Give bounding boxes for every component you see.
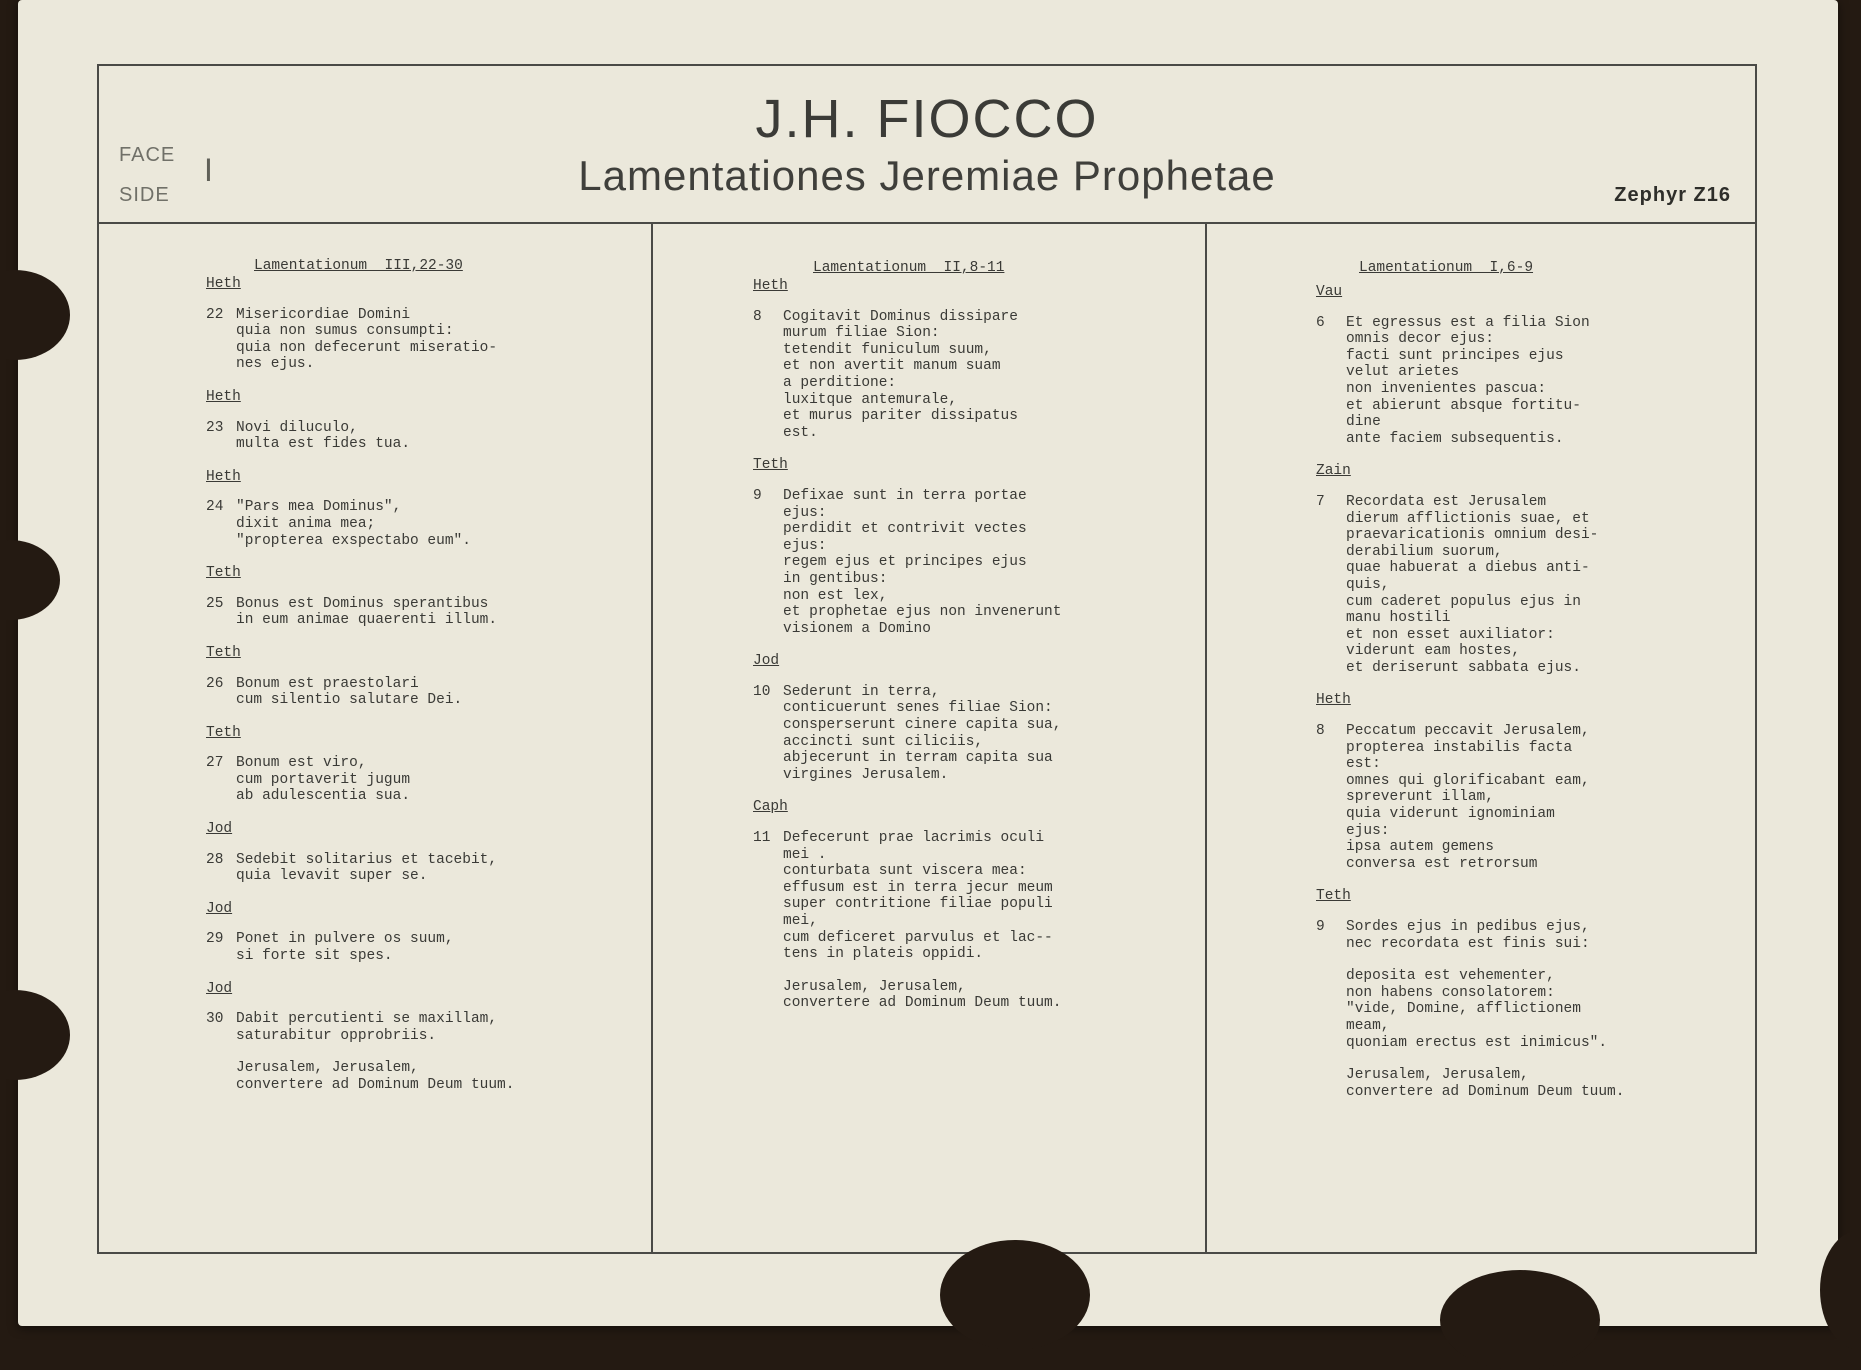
composer-title: J.H. FIOCCO	[755, 89, 1099, 149]
verse	[206, 307, 514, 373]
column-title: Lamentationum I,6-9	[1359, 260, 1534, 276]
section-heading: Jod	[206, 900, 233, 917]
verse	[206, 931, 514, 964]
verse-number: 28	[206, 851, 224, 868]
verse-number: 8	[753, 308, 762, 325]
verse	[1316, 1067, 1624, 1100]
verse-text: Bonum est praestolari cum silentio salutare Dei.	[236, 675, 463, 709]
verse-number: 26	[206, 675, 224, 692]
face-number: I	[204, 152, 213, 188]
verse	[206, 420, 514, 453]
section-heading: Teth	[1316, 888, 1351, 905]
section-heading: Teth	[206, 565, 241, 582]
verse-text: Sederunt in terra, conticuerunt senes filiae Sion: consperserunt cinere capita sua, accincti sunt ciliciis, abjecerunt in terram capita sua virgines Jerusalem.	[783, 683, 1062, 783]
section-heading: Teth	[206, 644, 241, 661]
verse	[1316, 919, 1624, 952]
verse-text: Defecerunt prae lacrimis oculi mei . conturbata sunt viscera mea: effusum est in terra jecur meum super contritione filiae populi mei, cum deficeret parvulus et lac-- tens in plateis oppidi.	[783, 830, 1053, 963]
verse-text: Jerusalem, Jerusalem, convertere ad Dominum Deum tuum.	[783, 978, 1062, 1012]
verse-text: Recordata est Jerusalem dierum afflictionis suae, et praevaricationis omnium desi- derabilium suorum, quae habuerat a diebus anti- quis, cum caderet populus ejus in manu hostili et non esset auxiliator: viderunt eam hostes, et deriserunt sabbata ejus.	[1346, 493, 1599, 676]
verse-text: Peccatum peccavit Jerusalem, propterea instabilis facta est: omnes qui glorificabant eam, spreverunt illam, quia viderunt ignominiam ejus: ipsa autem gemens conversa est retrorsum	[1346, 723, 1590, 872]
section-heading: Heth	[206, 468, 241, 485]
column-body	[753, 278, 1061, 1012]
verse-text: Ponet in pulvere os suum, si forte sit spes.	[236, 931, 454, 965]
content-frame	[97, 64, 1757, 1254]
verse-text: deposita est vehementer, non habens consolatorem: "vide, Domine, afflictionem meam, quoniam erectus est inimicus".	[1346, 968, 1608, 1051]
verse-text: "Pars mea Dominus", dixit anima mea; "propterea exspectabo eum".	[236, 499, 471, 549]
verse	[206, 852, 514, 885]
text-column-3	[1207, 222, 1755, 1252]
verse-number: 23	[206, 419, 224, 436]
column-title: Lamentationum III,22-30	[254, 258, 463, 274]
verse-number: 6	[1316, 314, 1325, 331]
header	[99, 66, 1755, 224]
verse-number: 9	[1316, 919, 1325, 935]
verse	[753, 684, 1061, 784]
section-heading: Teth	[206, 724, 241, 741]
record-sleeve-sheet	[18, 0, 1838, 1326]
verse-number: 10	[753, 683, 771, 700]
verse	[206, 596, 514, 629]
clip-shadow	[1440, 1270, 1600, 1370]
verse	[206, 1060, 514, 1093]
verse	[206, 676, 514, 709]
section-heading: Teth	[753, 457, 788, 474]
verse	[206, 1011, 514, 1044]
verse-text: Defixae sunt in terra portae ejus: perdidit et contrivit vectes ejus: regem ejus et principes ejus in gentibus: non est lex, et prophetae ejus non invenerunt visionem a Domino	[783, 487, 1062, 637]
work-title: Lamentationes Jeremiae Prophetae	[578, 152, 1276, 199]
clip-shadow	[940, 1240, 1090, 1350]
verse-number: 8	[1316, 723, 1325, 740]
text-column-2	[653, 222, 1207, 1252]
section-heading: Heth	[206, 388, 241, 405]
section-heading: Jod	[753, 653, 780, 670]
section-heading: Vau	[1316, 284, 1343, 300]
verse-number: 22	[206, 306, 224, 323]
verse-text: Et egressus est a filia Sion omnis decor ejus: facti sunt principes ejus velut arietes non invenientes pascua: et abierunt absque fortitu- dine ante faciem subsequentis.	[1346, 314, 1590, 447]
verse-text: Sordes ejus in pedibus ejus, nec recordata est finis sui:	[1346, 919, 1590, 952]
column-body	[206, 276, 514, 1094]
column-body	[1316, 284, 1624, 1100]
verse	[753, 488, 1061, 637]
verse-number: 27	[206, 755, 224, 772]
verse-text: Sedebit solitarius et tacebit, quia levavit super se.	[236, 851, 498, 885]
verse	[753, 979, 1061, 1012]
verse-number: 25	[206, 595, 224, 612]
verse	[753, 309, 1061, 442]
verse-text: Novi diluculo, multa est fides tua.	[236, 419, 411, 453]
section-heading: Heth	[753, 278, 788, 294]
verse-number: 7	[1316, 493, 1325, 510]
verse-text: Cogitavit Dominus dissipare murum filiae Sion: tetendit funiculum suum, et non avertit manum suam a perditione: luxitque antemurale, et murus pariter dissipatus est.	[783, 308, 1018, 441]
verse-text: Jerusalem, Jerusalem, convertere ad Dominum Deum tuum.	[236, 1060, 515, 1093]
verse	[206, 755, 514, 805]
verse-text: Jerusalem, Jerusalem, convertere ad Dominum Deum tuum.	[1346, 1067, 1625, 1100]
column-title: Lamentationum II,8-11	[813, 260, 1005, 276]
section-heading: Heth	[206, 276, 241, 292]
verse	[1316, 723, 1624, 872]
verse	[1316, 494, 1624, 677]
text-column-1	[99, 222, 653, 1252]
section-heading: Caph	[753, 799, 788, 816]
verse-number: 9	[753, 487, 762, 504]
verse	[1316, 968, 1624, 1051]
section-heading: Zain	[1316, 463, 1351, 480]
section-heading: Jod	[206, 821, 233, 838]
verse-text: Bonus est Dominus sperantibus in eum animae quaerenti illum.	[236, 595, 498, 629]
face-label: FACE	[119, 144, 176, 166]
verse-number: 11	[753, 830, 771, 847]
verse-number: 30	[206, 1011, 224, 1028]
verse	[206, 499, 514, 549]
section-heading: Heth	[1316, 692, 1351, 709]
side-label: SIDE	[119, 184, 170, 206]
record-label: Zephyr Z16	[1614, 184, 1731, 206]
verse	[1316, 315, 1624, 448]
verse-text: Bonum est viro, cum portaverit jugum ab adulescentia sua.	[236, 755, 411, 805]
verse	[753, 830, 1061, 963]
verse-text: Dabit percutienti se maxillam, saturabitur opprobriis.	[236, 1011, 498, 1044]
section-heading: Jod	[206, 980, 233, 997]
verse-number: 29	[206, 931, 224, 948]
verse-number: 24	[206, 499, 224, 516]
verse-text: Misericordiae Domini quia non sumus consumpti: quia non defecerunt miseratio- nes ejus.	[236, 306, 498, 373]
